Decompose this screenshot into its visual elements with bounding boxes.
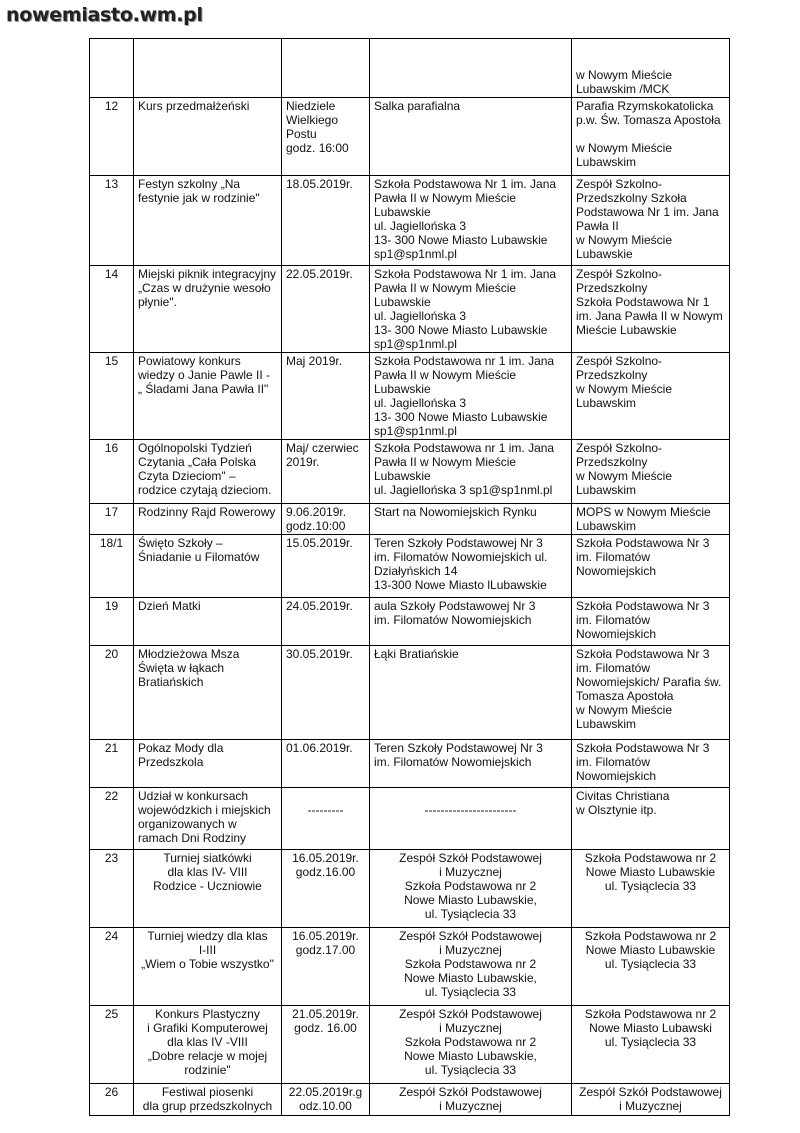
event-name: Powiatowy konkurs wiedzy o Janie Pawle II - „ Śladami Jana Pawła II"	[134, 353, 282, 440]
row-number: 21	[90, 740, 134, 788]
table-row	[90, 176, 730, 266]
table-row	[90, 1084, 730, 1116]
row-number: 17	[90, 504, 134, 535]
event-place: -----------------------	[370, 788, 572, 850]
row-number: 20	[90, 646, 134, 740]
event-organizer: Zespół Szkół Podstawowej i Muzycznej	[572, 1084, 730, 1116]
event-place: Szkoła Podstawowa nr 1 im. Jana Pawła II w Nowym Mieście Lubawskie ul. Jagiellońska 3 sp1@sp1nml.pl	[370, 440, 572, 504]
event-date	[282, 39, 370, 98]
event-organizer: Zespół Szkolno- Przedszkolny Szkoła Podstawowa Nr 1 im. Jana Pawła II w Nowym Mieście Lubawskie	[572, 176, 730, 266]
event-name: Kurs przedmałżeński	[134, 98, 282, 176]
event-date: 30.05.2019r.	[282, 646, 370, 740]
event-name	[134, 39, 282, 98]
event-name: Dzień Matki	[134, 598, 282, 646]
row-number: 12	[90, 98, 134, 176]
table-row	[90, 788, 730, 850]
table-row	[90, 928, 730, 1006]
table-row	[90, 353, 730, 440]
event-place: Łąki Bratiańskie	[370, 646, 572, 740]
table-row	[90, 98, 730, 176]
event-name: Turniej wiedzy dla klas I-III „Wiem o Tobie wszystko"	[134, 928, 282, 1006]
table-row	[90, 850, 730, 928]
row-number: 13	[90, 176, 134, 266]
event-place: Szkoła Podstawowa nr 1 im. Jana Pawła II w Nowym Mieście Lubawskie ul. Jagiellońska 3 13- 300 Nowe Miasto Lubawskie sp1@sp1nml.pl	[370, 353, 572, 440]
table-row	[90, 740, 730, 788]
event-organizer: w Nowym Mieście Lubawskim /MCK	[572, 39, 730, 98]
event-place: Start na Nowomiejskich Rynku	[370, 504, 572, 535]
event-organizer: Zespół Szkolno- Przedszkolny w Nowym Mieście Lubawskim	[572, 440, 730, 504]
event-date: 15.05.2019r.	[282, 535, 370, 598]
event-place: Teren Szkoły Podstawowej Nr 3 im. Filomatów Nowomiejskich	[370, 740, 572, 788]
row-number: 15	[90, 353, 134, 440]
events-table	[89, 38, 730, 1116]
table-row	[90, 598, 730, 646]
event-name: Konkurs Plastyczny i Grafiki Komputerowej dla klas IV -VIII „Dobre relacje w mojej rodzinie"	[134, 1006, 282, 1084]
event-date: 24.05.2019r.	[282, 598, 370, 646]
event-place: Zespół Szkół Podstawowej i Muzycznej Szkoła Podstawowa nr 2 Nowe Miasto Lubawskie, ul. Tysiąclecia 33	[370, 850, 572, 928]
event-organizer: MOPS w Nowym Mieście Lubawskim	[572, 504, 730, 535]
event-date: ---------	[282, 788, 370, 850]
row-number: 14	[90, 266, 134, 353]
event-organizer: Parafia Rzymskokatolicka p.w. Św. Tomasza Apostoła w Nowym Mieście Lubawskim	[572, 98, 730, 176]
event-name: Turniej siatkówki dla klas IV- VIII Rodzice - Uczniowie	[134, 850, 282, 928]
event-place: Szkoła Podstawowa Nr 1 im. Jana Pawła II w Nowym Mieście Lubawskie ul. Jagiellońska 3 13- 300 Nowe Miasto Lubawskie sp1@sp1nml.pl	[370, 266, 572, 353]
event-organizer: Zespół Szkolno- Przedszkolny Szkoła Podstawowa Nr 1 im. Jana Pawła II w Nowym Mieście Lubawskie	[572, 266, 730, 353]
event-date: 16.05.2019r. godz.16.00	[282, 850, 370, 928]
row-number: 26	[90, 1084, 134, 1116]
event-place: Zespół Szkół Podstawowej i Muzycznej	[370, 1084, 572, 1116]
row-number: 16	[90, 440, 134, 504]
event-organizer: Civitas Christiana w Olsztynie itp.	[572, 788, 730, 850]
row-number: 24	[90, 928, 134, 1006]
table-row	[90, 504, 730, 535]
event-organizer: Szkoła Podstawowa nr 2 Nowe Miasto Lubawskie ul. Tysiąclecia 33	[572, 928, 730, 1006]
row-number: 25	[90, 1006, 134, 1084]
event-name: Święto Szkoły – Śniadanie u Filomatów	[134, 535, 282, 598]
event-name: Ogólnopolski Tydzień Czytania „Cała Polska Czyta Dzieciom" – rodzice czytają dzieciom.	[134, 440, 282, 504]
event-date: 9.06.2019r. godz.10:00	[282, 504, 370, 535]
event-place: Zespół Szkół Podstawowej i Muzycznej Szkoła Podstawowa nr 2 Nowe Miasto Lubawskie, ul. Tysiąclecia 33	[370, 928, 572, 1006]
row-number: 23	[90, 850, 134, 928]
event-organizer: Szkoła Podstawowa nr 2 Nowe Miasto Lubawski ul. Tysiąclecia 33	[572, 1006, 730, 1084]
event-name: Festiwal piosenki dla grup przedszkolnych	[134, 1084, 282, 1116]
event-name: Rodzinny Rajd Rowerowy	[134, 504, 282, 535]
event-organizer: Szkoła Podstawowa Nr 3 im. Filomatów Nowomiejskich	[572, 740, 730, 788]
site-watermark: nowemiasto.wm.pl	[6, 4, 203, 26]
event-date: Maj/ czerwiec 2019r.	[282, 440, 370, 504]
row-number: 18/1	[90, 535, 134, 598]
row-number: 22	[90, 788, 134, 850]
event-place: Zespół Szkół Podstawowej i Muzycznej Szkoła Podstawowa nr 2 Nowe Miasto Lubawskie, ul. Tysiąclecia 33	[370, 1006, 572, 1084]
event-name: Festyn szkolny „Na festynie jak w rodzinie"	[134, 176, 282, 266]
event-place	[370, 39, 572, 98]
row-number: 19	[90, 598, 134, 646]
event-organizer: Szkoła Podstawowa nr 2 Nowe Miasto Lubawskie ul. Tysiąclecia 33	[572, 850, 730, 928]
table-row	[90, 266, 730, 353]
table-row	[90, 1006, 730, 1084]
event-date: Maj 2019r.	[282, 353, 370, 440]
event-organizer: Szkoła Podstawowa Nr 3 im. Filomatów Nowomiejskich	[572, 535, 730, 598]
event-place: Teren Szkoły Podstawowej Nr 3 im. Filomatów Nowomiejskich ul. Działyńskich 14 13-300 Nowe Miasto lLubawskie	[370, 535, 572, 598]
table-row	[90, 646, 730, 740]
event-place: Salka parafialna	[370, 98, 572, 176]
event-date: 16.05.2019r. godz.17.00	[282, 928, 370, 1006]
event-name: Udział w konkursach wojewódzkich i miejskich organizowanych w ramach Dni Rodziny	[134, 788, 282, 850]
event-place: aula Szkoły Podstawowej Nr 3 im. Filomatów Nowomiejskich	[370, 598, 572, 646]
event-organizer: Zespół Szkolno- Przedszkolny w Nowym Mieście Lubawskim	[572, 353, 730, 440]
event-date: 22.05.2019r.	[282, 266, 370, 353]
event-date: 18.05.2019r.	[282, 176, 370, 266]
event-name: Pokaz Mody dla Przedszkola	[134, 740, 282, 788]
event-name: Młodzieżowa Msza Święta w łąkach Bratiańskich	[134, 646, 282, 740]
event-date: 01.06.2019r.	[282, 740, 370, 788]
event-name: Miejski piknik integracyjny „Czas w drużynie wesoło płynie".	[134, 266, 282, 353]
event-place: Szkoła Podstawowa Nr 1 im. Jana Pawła II w Nowym Mieście Lubawskie ul. Jagiellońska 3 13- 300 Nowe Miasto Lubawskie sp1@sp1nml.pl	[370, 176, 572, 266]
event-date: 21.05.2019r. godz. 16.00	[282, 1006, 370, 1084]
table-row	[90, 440, 730, 504]
event-date: 22.05.2019r.g odz.10.00	[282, 1084, 370, 1116]
row-number	[90, 39, 134, 98]
table-row	[90, 535, 730, 598]
event-organizer: Szkoła Podstawowa Nr 3 im. Filomatów Nowomiejskich/ Parafia św. Tomasza Apostoła w Nowym Mieście Lubawskim	[572, 646, 730, 740]
table-row	[90, 39, 730, 98]
event-date: Niedziele Wielkiego Postu godz. 16:00	[282, 98, 370, 176]
event-organizer: Szkoła Podstawowa Nr 3 im. Filomatów Nowomiejskich	[572, 598, 730, 646]
